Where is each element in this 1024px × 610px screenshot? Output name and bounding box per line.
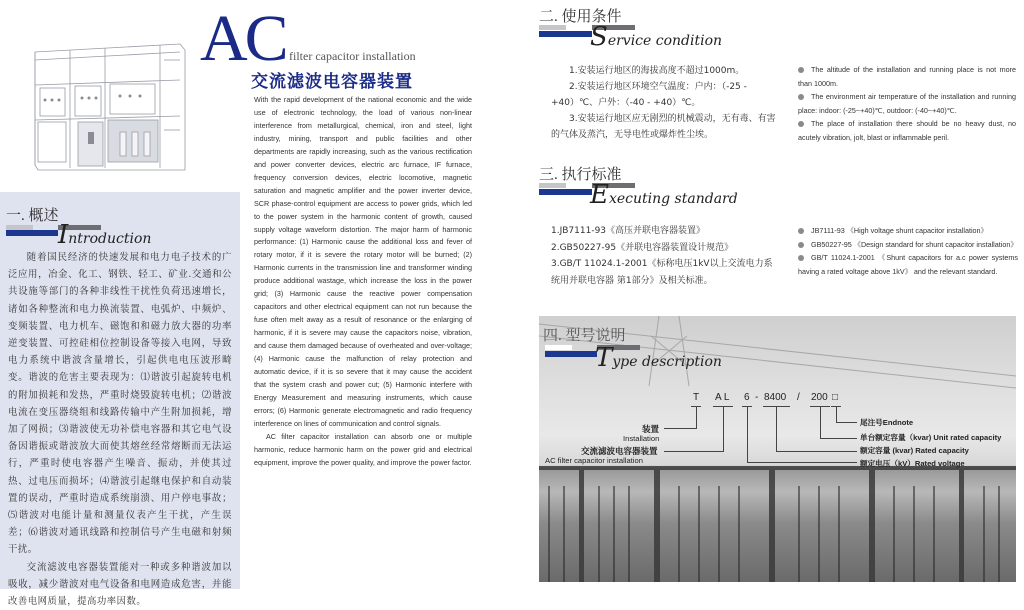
connector-line [836,422,857,423]
connector-line [776,451,857,452]
header-bar-blue [539,31,592,37]
script-capital: I [58,220,69,250]
intro-en-paragraph-1: With the rapid development of the national economic and the wide use of electronic technology, the load of various non-linear interference from metallurgical, chemical, iron and steel, light industry, mining, transport and public facilities and other departments are rapidly increasing, such as the various rectification and power converter devices, electric arc furnace, IF furnace, frequency conversion devices, electric locomotive, magnetic saturation and magnetic amplifier and the power inverter device, SCR phase-control equipment are access to power grids, which led to the power system in the harmonic content of growth, caused supply voltage waveform distortion. The major harm of harmonic performance: (1) Harmonic cause the additional loss and fever of rotary motor, if it is severe the rotary motor will be burned; (2) Harmonic currents in the transmission line and transformer winding produce additional wastage, which increase the loss in the power grid; (3) Harmonic cause the reactive power compensation capacitors and other electrical equipment can not run because the fuse often melt away as a result of resonance or the enlarging of harmonic, if it is severe may cause the capacitors noise, vibration, and cause them damaged because of overheated and over-voltage; (4) Harmonic cause the malfunction of relay protection and automatic device, if it is so severe that it may cause the accident that the system crash and power cut; (5) Harmonic interfere with Energy Measurement and measuring instruments, which cause errors; (6) Harmonic generate electromagnetic and radio frequency interference on lines of communication and control signals. [254,95,472,428]
intro-cn-paragraph-1: 随着国民经济的快速发展和电力电子技术的广泛应用，冶金、化工、钢铁、轻工、矿业.交通和公共设施等部门的各种非线性干扰性负荷迅速增长，诸如各种整流和电力换流装置、电弧炉、中频炉、变频装置、电力机车、磁饱和和磁力放大器的功率逆变装置、可控硅相位控制设备等接入电网，导致电力系统中谐波含量增长，引起供电电压波形畸变。谐波的危害主要表现为：⑴谐波引起旋转电机的附加损耗和发热，严重时烧毁旋转电机；⑵谐波电流在变压器绕组和线路传输中产生附加损耗，增加了网损；⑶谐波使无功补偿电容器和其它电气设备因谐振或谐波放大而使其熔丝经常熔断而无法运行，严重时使电容器产生噪音、振动，并使其过热、过电压而损坏；⑷谐波引起继电保护和自动装置的误动，严重时造成系统崩溃、用户停电事故；⑸谐波对电能计量和测量仪表产生干扰，产生误差；⑹谐波对通讯线路和控制信号产生电磁和射频干扰。 [8,252,232,556]
switchgear-cabinet-illustration [30,40,190,175]
script-capital: E [590,180,609,210]
standard-en-list [798,224,1018,278]
section-heading-introduction: 一. 概述 [6,208,59,224]
label-rated-capacity: 额定容量 (kvar) Rated capacity [860,446,969,455]
connector-line [820,438,857,439]
service-en-list [798,63,1016,145]
header-bar-blue [6,230,58,236]
service-en-item: The environment air temperature of the installation and running place: indoor: (-25~+40)℃, outdoor: (-40~+40)℃. [798,92,1016,115]
service-cn-list [551,63,777,143]
substation-photo-background [539,316,1016,582]
bullet-icon [798,67,804,73]
section-heading-standard: 三. 执行标准 [539,167,622,183]
script-rest: xecuting standard [608,191,738,207]
introduction-cn-text [8,249,232,610]
label-rated-voltage: 额定电压（kV）Rated voltage [860,459,965,468]
standard-cn-item: 3.GB/T 11024.1-2001《标称电压1kV以上交流电力系统用并联电容器 第1部分》及相关标准。 [551,259,773,286]
script-capital: S [590,22,608,52]
header-bar-light [539,183,566,188]
code-t: T [693,392,700,403]
product-subtitle-en: filter capacitor installation [289,49,416,63]
code-slash: / [797,392,800,403]
connector-line [664,451,724,452]
section-script-introduction [58,220,151,250]
standard-en-item: GB/T 11024.1-2001 《Shunt capacitors for a.c power systems having a rated voltage above 1kV》 and the relevant standard. [798,253,1018,276]
script-capital: T [595,343,613,373]
label-ac-en: AC filter capacitor installation [545,456,643,465]
header-bar-white [545,345,572,350]
script-rest: ype description [612,354,722,370]
header-bar-light [539,25,566,30]
label-unit-rated-capacity: 单台额定容量（kvar) Unit rated capacity [860,433,1002,442]
section-heading-service: 二. 使用条件 [539,9,622,25]
header-bar-blue [545,351,597,357]
service-cn-item: 3.安装运行地区应无剧烈的机械震动，无有毒、有害的气体及蒸汽，无导电性或爆炸性尘埃。 [551,114,776,140]
script-rest: ervice condition [607,33,723,49]
code-voltage: 6 [744,392,750,403]
service-cn-item: 2.安装运行地区环境空气温度：户内：（-25 - +40）℃、户外：（-40 - +40）℃。 [551,82,747,108]
section-script-standard [590,180,738,210]
header-bar-blue [539,189,592,195]
ac-logo-letters: AC [200,2,286,75]
standard-en-item: JB7111-93 《High voltage shunt capacitor installation》 [798,224,1018,238]
label-installation-en: Installation [623,434,660,443]
connector-line [696,406,697,429]
connector-line [747,462,857,463]
standard-cn-item: 1.JB7111-93《高压并联电容器装置》 [551,226,706,236]
product-title-cn: 交流滤波电容器装置 [251,72,413,92]
section-script-type [595,343,722,373]
connector-line [820,406,821,439]
service-cn-item: 1.安装运行地区的海拔高度不超过1000m。 [569,66,745,76]
bullet-icon [798,94,804,100]
label-ac-cn: 交流滤波电容器装置 [581,447,658,457]
code-al: A L [715,392,730,403]
connector-line [664,428,697,429]
standard-cn-list [551,223,779,289]
code-dash: - [755,392,759,403]
bullet-icon [798,121,804,127]
section-script-service [590,22,722,52]
service-en-item: The altitude of the installation and running place is not more than 1000m. [798,65,1016,88]
section-heading-type: 四. 型号说明 [543,328,626,344]
intro-english-text [254,94,472,470]
intro-cn-paragraph-2: 交流滤波电容器装置能对一种或多种谐波加以吸收，减少谐波对电气设备和电网造成危害，并能改善电网质量，提高功率因数。 [8,561,232,608]
standard-en-item: GB50227-95 《Design standard for shunt capacitor installation》 [798,238,1018,252]
standard-cn-item: 2.GB50227-95《并联电容器装置设计规范》 [551,242,734,253]
connector-line [836,406,837,423]
script-rest: ntroduction [68,231,152,247]
bullet-icon [798,255,804,261]
introduction-panel [0,192,240,608]
intro-en-paragraph-2: AC filter capacitor installation can absorb one or multiple harmonic, reduce harmonic harm on the power grid and electrical equipment, improve the power quality, and improve the power factor. [254,431,472,467]
label-installation-cn: 装置 [642,425,660,435]
connector-line [747,406,748,463]
label-endnote: 尾注号Endnote [860,418,914,427]
bullet-icon [798,228,804,234]
connector-line [776,406,777,452]
code-endnote-box: □ [832,392,839,403]
code-unit-capacity: 200 [811,392,828,403]
code-rated-capacity: 8400 [764,392,787,403]
bullet-icon [798,242,804,248]
connector-line [723,406,724,452]
service-en-item: The place of installation there should be no heavy dust, no acutely vibration, jolt, blast or inflammable peril. [798,119,1016,142]
